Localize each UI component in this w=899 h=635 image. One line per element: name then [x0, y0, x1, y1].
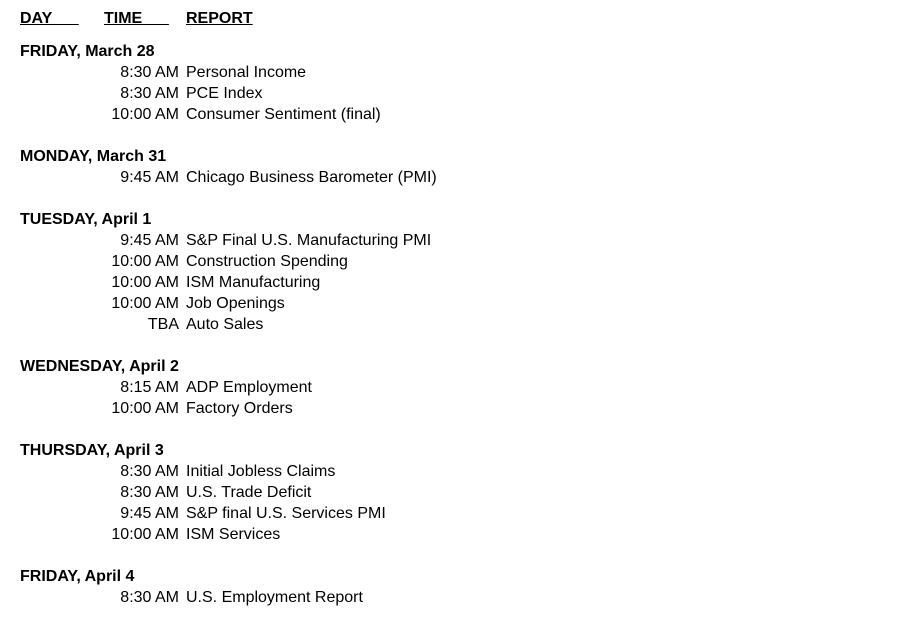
- report-row: [20, 272, 880, 293]
- column-header-row: [20, 8, 880, 30]
- report-name: ISM Manufacturing: [186, 274, 321, 291]
- report-row: [20, 314, 880, 335]
- report-row: [20, 503, 880, 524]
- report-name: ADP Employment: [186, 379, 312, 396]
- report-time: 8:30 AM: [120, 463, 179, 480]
- day-section: [20, 209, 880, 335]
- report-row: [20, 482, 880, 503]
- report-time: 10:00 AM: [111, 526, 179, 543]
- report-row: [20, 524, 880, 545]
- economic-calendar: [20, 8, 880, 608]
- schedule-list: [20, 41, 880, 608]
- report-name: Factory Orders: [186, 400, 293, 417]
- report-time: 10:00 AM: [111, 274, 179, 291]
- report-name: Job Openings: [186, 295, 285, 312]
- report-name: U.S. Employment Report: [186, 589, 363, 606]
- report-name: Initial Jobless Claims: [186, 463, 336, 480]
- report-time: 8:15 AM: [120, 379, 179, 396]
- report-time: 9:45 AM: [120, 232, 179, 249]
- day-heading: MONDAY, March 31: [20, 148, 167, 165]
- day-heading: THURSDAY, April 3: [20, 442, 164, 459]
- report-name: S&P Final U.S. Manufacturing PMI: [186, 232, 432, 249]
- report-name: Consumer Sentiment (final): [186, 106, 381, 123]
- report-name: ISM Services: [186, 526, 281, 543]
- report-row: [20, 587, 880, 608]
- day-heading: TUESDAY, April 1: [20, 211, 152, 228]
- report-name: S&P final U.S. Services PMI: [186, 505, 386, 522]
- report-name: Personal Income: [186, 64, 307, 81]
- report-time: 9:45 AM: [120, 505, 179, 522]
- report-row: [20, 83, 880, 104]
- day-section: [20, 146, 880, 188]
- day-heading: FRIDAY, April 4: [20, 568, 135, 585]
- report-row: [20, 104, 880, 125]
- column-header-report: REPORT: [186, 10, 253, 27]
- report-time: 8:30 AM: [120, 85, 179, 102]
- day-heading: WEDNESDAY, April 2: [20, 358, 179, 375]
- report-time: 8:30 AM: [120, 64, 179, 81]
- column-header-day: DAY: [20, 10, 79, 27]
- report-row: [20, 293, 880, 314]
- day-section: [20, 41, 880, 125]
- report-row: [20, 377, 880, 398]
- report-name: PCE Index: [186, 85, 263, 102]
- report-row: [20, 398, 880, 419]
- report-name: U.S. Trade Deficit: [186, 484, 312, 501]
- report-row: [20, 251, 880, 272]
- report-time: 8:30 AM: [120, 589, 179, 606]
- report-row: [20, 62, 880, 83]
- report-time: 8:30 AM: [120, 484, 179, 501]
- report-name: Chicago Business Barometer (PMI): [186, 169, 437, 186]
- report-row: [20, 230, 880, 251]
- report-row: [20, 461, 880, 482]
- report-time: 10:00 AM: [111, 253, 179, 270]
- report-name: Auto Sales: [186, 316, 264, 333]
- report-time: 10:00 AM: [111, 400, 179, 417]
- report-time: TBA: [147, 316, 179, 333]
- report-time: 9:45 AM: [120, 169, 179, 186]
- report-row: [20, 167, 880, 188]
- day-section: [20, 566, 880, 608]
- column-header-time: TIME: [104, 10, 169, 27]
- report-time: 10:00 AM: [111, 295, 179, 312]
- report-name: Construction Spending: [186, 253, 348, 270]
- report-time: 10:00 AM: [111, 106, 179, 123]
- day-section: [20, 356, 880, 419]
- day-section: [20, 440, 880, 545]
- day-heading: FRIDAY, March 28: [20, 43, 155, 60]
